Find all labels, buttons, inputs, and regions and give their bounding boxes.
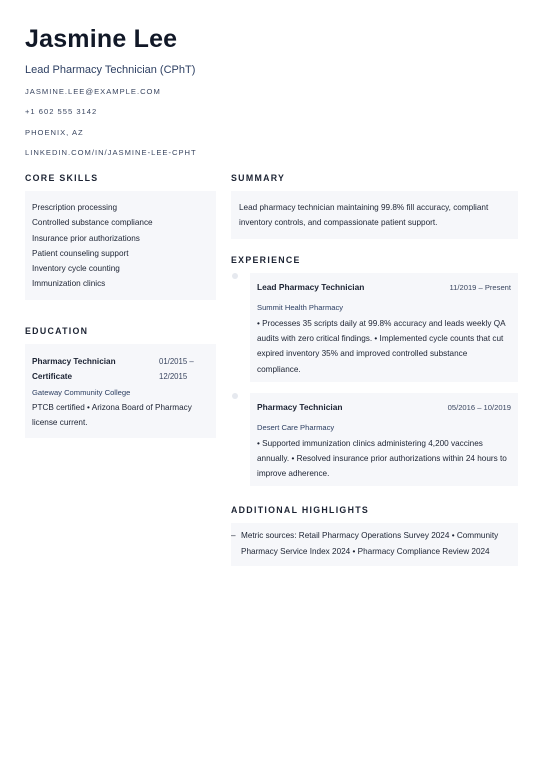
education-header-row — [32, 354, 209, 385]
skill-item: Controlled substance compliance — [32, 218, 153, 228]
candidate-role: Lead Pharmacy Technician (CPhT) — [25, 64, 196, 76]
education-note: PTCB certified • Arizona Board of Pharmacy license current. — [32, 403, 192, 428]
left-column — [25, 172, 216, 438]
education-card — [25, 344, 216, 439]
contact-email[interactable]: JASMINE.LEE@EXAMPLE.COM — [25, 87, 161, 96]
job-dates: 11/2019 – Present — [449, 283, 511, 292]
contact-linkedin[interactable]: LINKEDIN.COM/IN/JASMINE-LEE-CPHT — [25, 148, 197, 158]
timeline-dot-icon — [232, 393, 238, 399]
skill-item: Prescription processing — [32, 203, 118, 212]
resume-header — [25, 24, 515, 169]
timeline-dot-icon — [232, 273, 238, 279]
job-title: Lead Pharmacy Technician — [257, 282, 365, 292]
education-degree: Pharmacy Technician Certificate — [32, 356, 116, 382]
highlights-text: Metric sources: Retail Pharmacy Operations Survey 2024 • Community Pharmacy Service Index 2024 • Pharmacy Compliance Review 2024 — [241, 531, 499, 556]
job-entry — [250, 273, 518, 382]
skills-card — [25, 191, 216, 300]
summary-card: Lead pharmacy technician maintaining 99.8% fill accuracy, compliant inventory controls, and compassionate patient support. — [231, 191, 518, 239]
skill-item: Immunization clinics — [32, 279, 106, 289]
contact-block — [25, 87, 515, 158]
skills-section-title: CORE SKILLS — [25, 173, 99, 183]
job-header-row — [257, 281, 511, 294]
candidate-name: Jasmine Lee — [25, 25, 178, 53]
job-header-row — [257, 401, 511, 414]
highlights-section-title: ADDITIONAL HIGHLIGHTS — [231, 505, 370, 516]
contact-location: PHOENIX, AZ — [25, 127, 84, 137]
job-company: Summit Health Pharmacy — [257, 303, 344, 312]
skill-item: Patient counseling support — [32, 248, 129, 258]
job-dates: 05/2016 – 10/2019 — [447, 402, 511, 412]
summary-section-title: SUMMARY — [231, 173, 286, 183]
dash-bullet-icon: – — [231, 531, 236, 541]
job-company: Desert Care Pharmacy — [257, 422, 335, 432]
job-description: • Supported immunization clinics administering 4,200 vaccines annually. • Resolved insurance prior authorizations within 24 hours to improve adherence. — [257, 438, 507, 479]
education-dates: 01/2015 – 12/2015 — [159, 356, 194, 382]
right-column — [231, 172, 518, 566]
job-description: • Processes 35 scripts daily at 99.8% accuracy and leads weekly QA audits with zero critical findings. • Implemented cycle counts that cut expired inventory 35% and improved controlled substance compliance. — [257, 319, 506, 374]
skill-item: Inventory cycle counting — [32, 264, 120, 274]
skill-item: Insurance prior authorizations — [32, 233, 140, 243]
highlights-card — [231, 523, 518, 565]
education-section-title: EDUCATION — [25, 325, 89, 336]
experience-section-title: EXPERIENCE — [231, 255, 301, 265]
job-entry — [250, 393, 518, 487]
job-title: Pharmacy Technician — [257, 401, 343, 412]
education-school: Gateway Community College — [32, 388, 131, 398]
contact-phone[interactable]: +1 602 555 3142 — [25, 107, 98, 117]
